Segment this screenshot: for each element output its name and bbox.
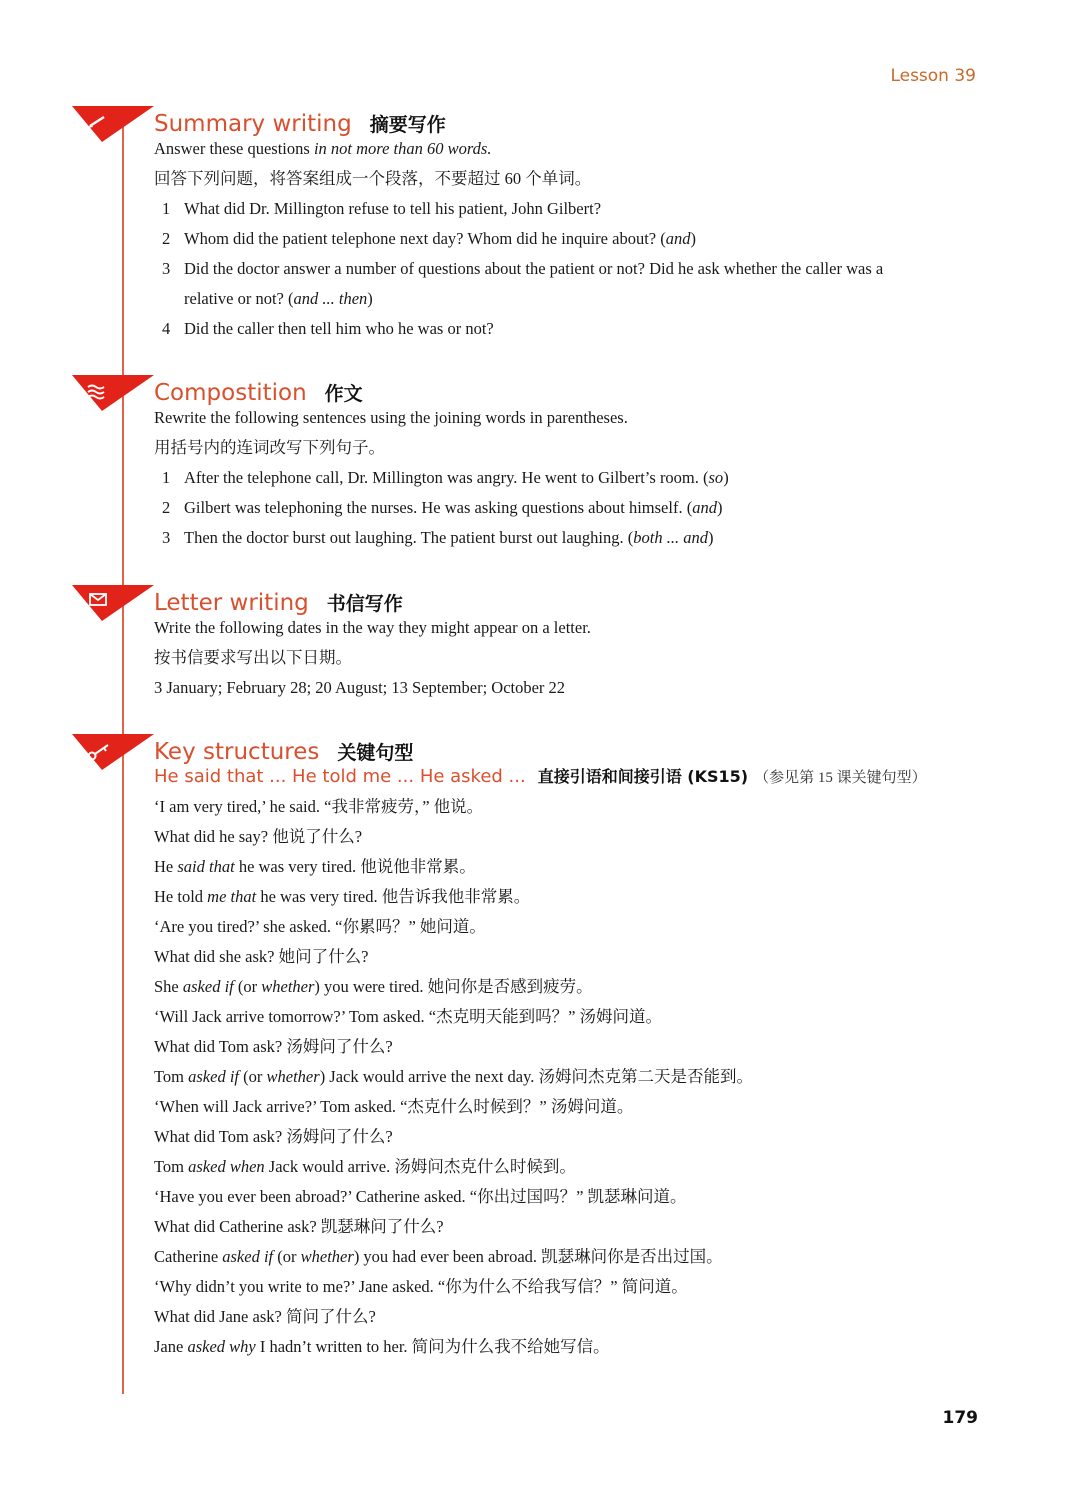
key-banner: [72, 734, 154, 774]
example-text: (or: [233, 977, 262, 996]
example-line: ‘Will Jack arrive tomorrow?’ Tom asked. “杰克明天能到吗？” 汤姆问道。: [154, 1007, 663, 1026]
joining-word: and ... then: [293, 289, 368, 308]
sentence-number: 1: [162, 468, 171, 487]
composition-banner: [72, 375, 154, 415]
example-emphasis: asked if: [222, 1247, 274, 1266]
letter-title-en: Letter writing: [154, 590, 309, 616]
example-emphasis: said that: [177, 857, 235, 876]
example-emphasis: asked why: [187, 1337, 256, 1356]
key-title-en: Key structures: [154, 739, 320, 765]
question-text: What did Dr. Millington refuse to tell his patient, John Gilbert?: [184, 199, 602, 218]
sentence-number: 2: [162, 498, 171, 517]
question-number: 3: [162, 259, 171, 278]
instruction-text: Answer these questions: [154, 139, 314, 158]
example-line: ‘When will Jack arrive?’ Tom asked. “杰克什么时候到？” 汤姆问道。: [154, 1097, 634, 1116]
key-title-cn: 关键句型: [337, 742, 414, 764]
composition-title-en: Compostition: [154, 380, 307, 406]
example-emphasis: asked if: [188, 1067, 240, 1086]
composition-sentence: [154, 468, 729, 488]
example-text: He: [154, 857, 178, 876]
joining-word: both ... and: [633, 528, 708, 547]
summary-title-en: Summary writing: [154, 111, 352, 137]
composition-instruction-cn: 用括号内的连词改写下列句子。: [154, 438, 385, 457]
summary-instruction-cn: 回答下列问题，将答案组成一个段落，不要超过 60 个单词。: [154, 169, 592, 188]
joining-word: so: [708, 468, 724, 487]
composition-title-cn: 作文: [324, 383, 363, 405]
example-line: [154, 977, 593, 997]
question-text: ): [367, 289, 373, 308]
summary-title: [154, 110, 446, 137]
example-text: Jane: [154, 1337, 188, 1356]
composition-title: [154, 379, 363, 406]
instruction-emphasis: in not more than 60 words.: [313, 139, 492, 158]
example-text: ) you had ever been abroad. 凯瑟琳问你是否出过国。: [353, 1247, 723, 1266]
example-line: ‘Why didn’t you write to me?’ Jane asked. “你为什么不给我写信？” 简问道。: [154, 1277, 688, 1296]
example-line: [154, 887, 530, 907]
example-text: Tom: [154, 1067, 189, 1086]
waves-icon: [72, 375, 154, 415]
summary-question: [154, 259, 883, 279]
sentence-text: Gilbert was telephoning the nurses. He was asking questions about himself. (: [184, 498, 693, 517]
question-number: 1: [162, 199, 171, 218]
composition-instruction: Rewrite the following sentences using the joining words in parentheses.: [154, 408, 628, 427]
example-emphasis: me that: [207, 887, 257, 906]
sentence-text: ): [723, 468, 729, 487]
example-text: She: [154, 977, 183, 996]
example-text: he was very tired. 他告诉我他非常累。: [256, 887, 531, 906]
example-line: ‘Are you tired?’ she asked. “你累吗？” 她问道。: [154, 917, 486, 936]
example-line: [154, 1337, 610, 1357]
example-line: What did Tom ask? 汤姆问了什么?: [154, 1037, 393, 1056]
letter-instruction-cn: 按书信要求写出以下日期。: [154, 648, 352, 667]
example-emphasis: whether: [300, 1247, 354, 1266]
envelope-icon: [72, 585, 154, 625]
question-number: 2: [162, 229, 171, 248]
example-emphasis: asked when: [188, 1157, 265, 1176]
example-line: ‘I am very tired,’ he said. “我非常疲劳，” 他说。: [154, 797, 484, 816]
summary-question-cont: [184, 289, 373, 309]
joining-word: and: [692, 498, 717, 517]
example-line: What did Jane ask? 简问了什么?: [154, 1307, 376, 1326]
example-text: ) you were tired. 她问你是否感到疲劳。: [314, 977, 593, 996]
letter-instruction: Write the following dates in the way they might appear on a letter.: [154, 618, 591, 637]
lesson-label: Lesson 39: [890, 66, 976, 86]
summary-question: [154, 229, 696, 249]
question-text: Whom did the patient telephone next day? Whom did he inquire about? (: [184, 229, 666, 248]
example-line: [154, 857, 476, 877]
example-line: What did Catherine ask? 凯瑟琳问了什么?: [154, 1217, 444, 1236]
example-line: What did she ask? 她问了什么?: [154, 947, 369, 966]
sentence-number: 3: [162, 528, 171, 547]
example-text: he was very tired. 他说他非常累。: [234, 857, 476, 876]
composition-sentence: [154, 528, 713, 548]
example-text: (or: [239, 1067, 267, 1086]
joining-word: and: [665, 229, 691, 248]
page-number: 179: [942, 1408, 978, 1428]
key-icon: [72, 734, 154, 774]
example-line: [154, 1157, 576, 1177]
key-subheading-note: （参见第 15 课关键句型）: [754, 770, 927, 786]
example-text: He told: [154, 887, 208, 906]
example-emphasis: whether: [266, 1067, 320, 1086]
sentence-text: Then the doctor burst out laughing. The patient burst out laughing. (: [184, 528, 634, 547]
example-text: Catherine: [154, 1247, 223, 1266]
summary-instruction: [154, 139, 491, 159]
letter-title: [154, 589, 403, 616]
example-text: I hadn’t written to her. 简问为什么我不给她写信。: [255, 1337, 610, 1356]
letter-dates: 3 January; February 28; 20 August; 13 September; October 22: [154, 678, 566, 697]
key-subheading-en: He said that ... He told me ... He asked ...: [154, 766, 526, 787]
summary-banner: [72, 106, 154, 146]
example-line: ‘Have you ever been abroad?’ Catherine asked. “你出过国吗？” 凯瑟琳问道。: [154, 1187, 687, 1206]
question-text: Did the caller then tell him who he was or not?: [184, 319, 494, 338]
example-text: ) Jack would arrive the next day. 汤姆问杰克第二天是否能到。: [319, 1067, 754, 1086]
summary-question: [154, 199, 601, 219]
pencil-icon: [72, 106, 154, 146]
example-line: What did he say? 他说了什么?: [154, 827, 363, 846]
example-emphasis: whether: [261, 977, 315, 996]
question-number: 4: [162, 319, 171, 338]
example-text: (or: [273, 1247, 301, 1266]
summary-title-cn: 摘要写作: [369, 114, 446, 136]
question-text: ): [690, 229, 696, 248]
question-text: Did the doctor answer a number of questions about the patient or not? Did he ask whether the caller was a: [184, 259, 884, 278]
example-emphasis: asked if: [182, 977, 234, 996]
example-line: [154, 1247, 723, 1267]
example-line: [154, 1067, 753, 1087]
key-title: [154, 738, 413, 765]
summary-question: [154, 319, 494, 339]
question-text: relative or not? (: [184, 289, 294, 308]
sentence-text: After the telephone call, Dr. Millington was angry. He went to Gilbert’s room. (: [184, 468, 709, 487]
letter-title-cn: 书信写作: [326, 593, 403, 615]
sentence-text: ): [716, 498, 723, 517]
example-text: Jack would arrive. 汤姆问杰克什么时候到。: [264, 1157, 576, 1176]
example-text: Tom: [154, 1157, 189, 1176]
sentence-text: ): [707, 528, 714, 547]
key-subheading-cn: 直接引语和间接引语 (KS15): [537, 767, 749, 786]
letter-banner: [72, 585, 154, 625]
example-line: What did Tom ask? 汤姆问了什么?: [154, 1127, 393, 1146]
composition-sentence: [154, 498, 722, 518]
key-subheading: [154, 767, 927, 788]
